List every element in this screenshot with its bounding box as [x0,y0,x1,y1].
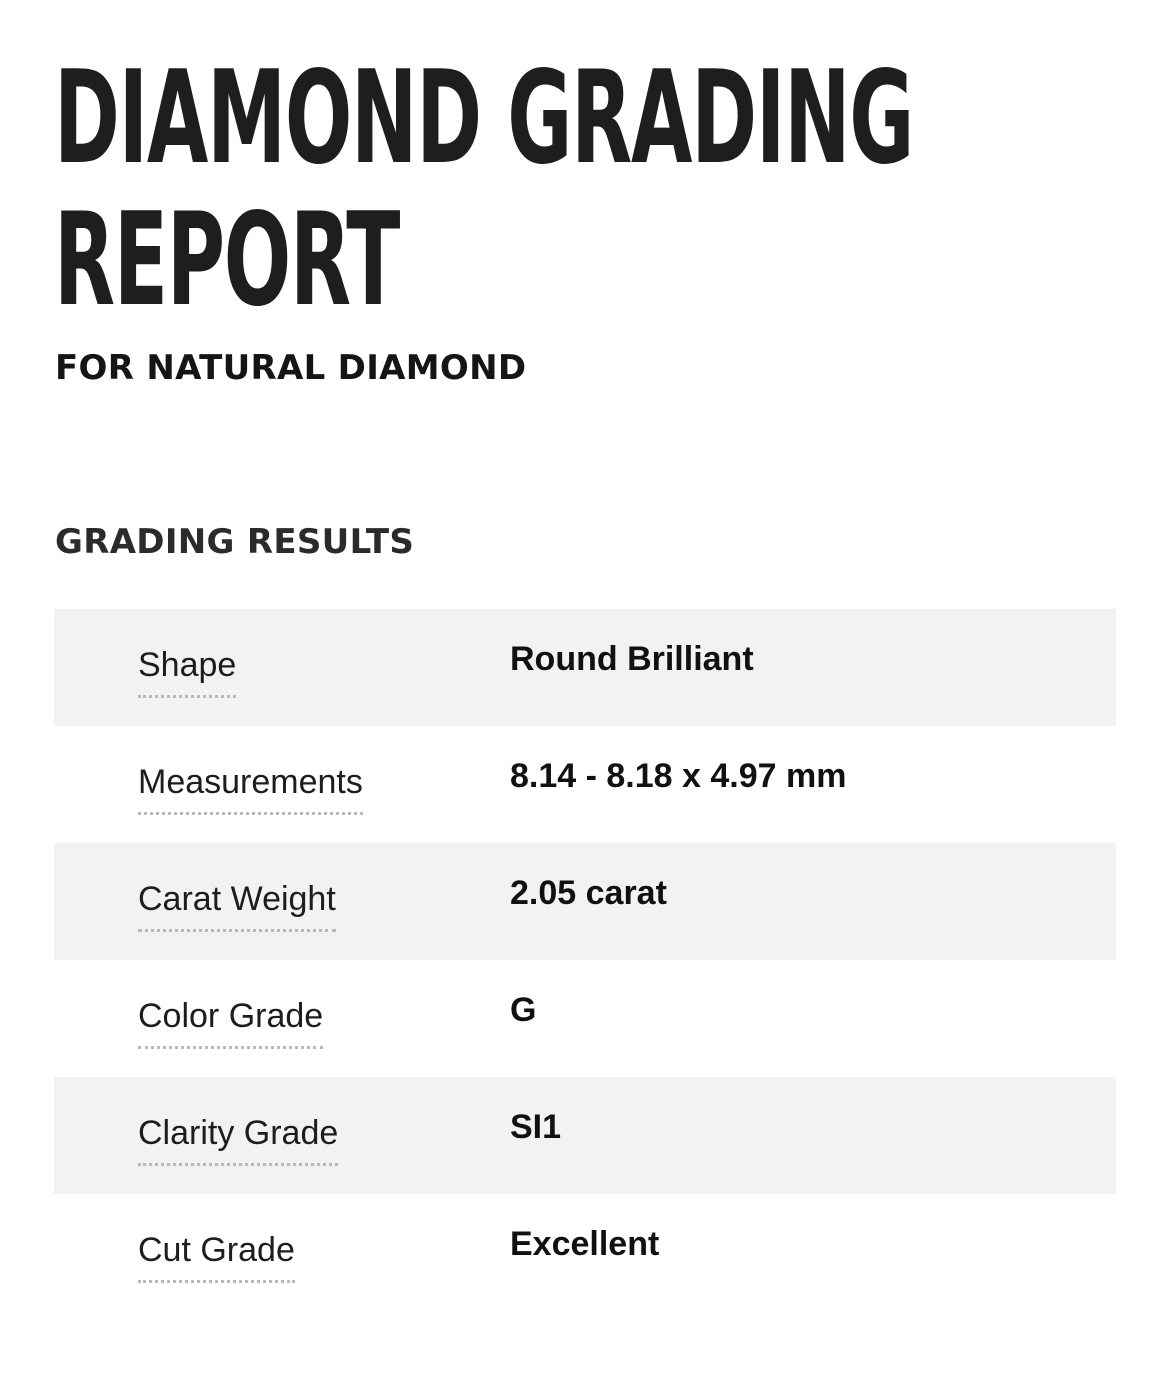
shape-label[interactable]: Shape [138,645,236,698]
result-row-cut-grade [54,1194,1116,1311]
result-row-clarity-grade [54,1077,1116,1194]
report-title-line-2: REPORT [54,186,400,335]
cut-grade-label[interactable]: Cut Grade [138,1230,295,1283]
result-row-carat-weight [54,843,1116,960]
result-row-color-grade [54,960,1116,1077]
measurements-value: 8.14 - 8.18 x 4.97 mm [510,757,847,795]
carat-weight-value: 2.05 carat [510,874,667,912]
clarity-grade-label[interactable]: Clarity Grade [138,1113,338,1166]
measurements-label[interactable]: Measurements [138,762,363,815]
report-title-line-1: DIAMOND GRADING [54,44,914,193]
grading-results-heading: GRADING RESULTS [55,522,415,562]
color-grade-label[interactable]: Color Grade [138,996,323,1049]
clarity-grade-value: SI1 [510,1108,562,1146]
carat-weight-label[interactable]: Carat Weight [138,879,336,932]
report-subtitle: FOR NATURAL DIAMOND [55,348,527,388]
result-row-measurements [54,726,1116,843]
cut-grade-value: Excellent [510,1225,660,1263]
grading-results-table [54,609,1116,1311]
color-grade-value: G [510,991,537,1029]
shape-value: Round Brilliant [510,640,754,678]
report-title [54,44,914,335]
result-row-shape [54,609,1116,726]
